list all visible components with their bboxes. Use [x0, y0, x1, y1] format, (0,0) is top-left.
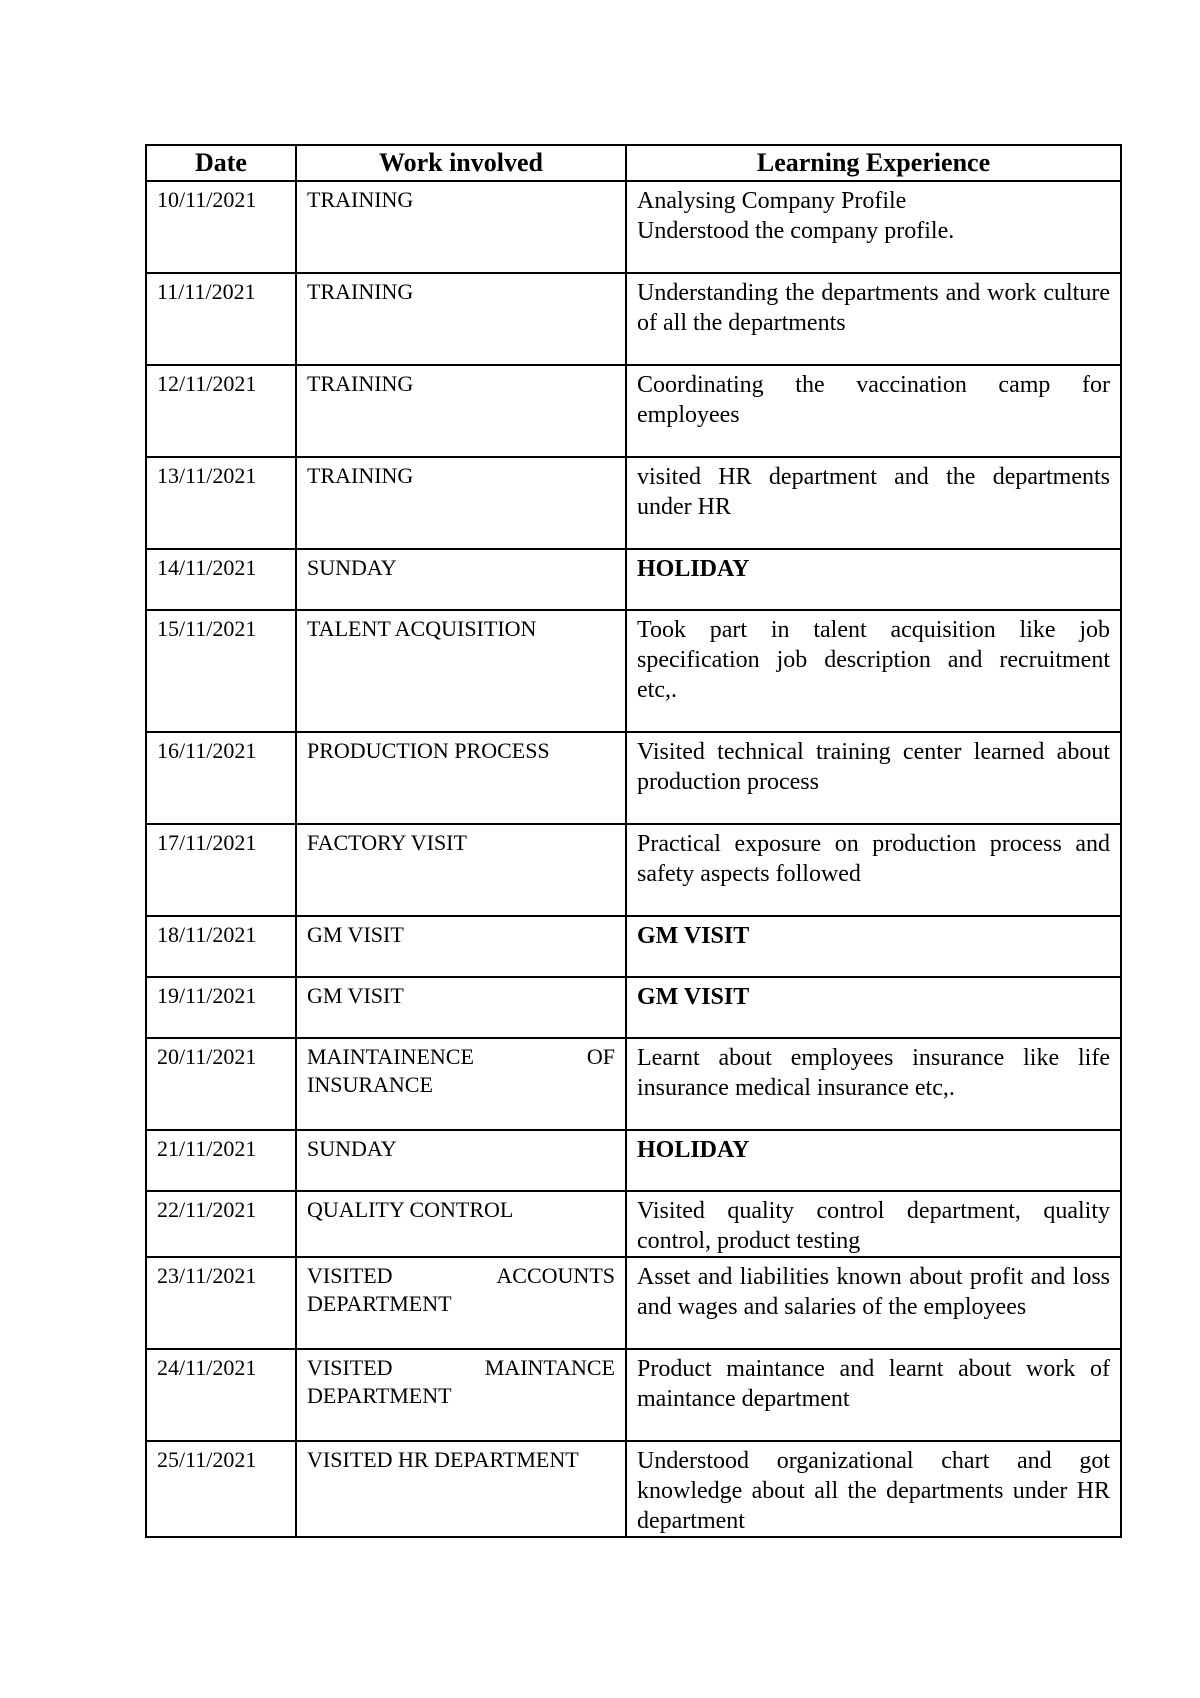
date-cell: 13/11/2021	[146, 457, 296, 549]
learning-cell	[626, 181, 1121, 273]
learning-cell: Learnt about employees insurance like life insurance medical insurance etc,.	[626, 1038, 1121, 1130]
date-cell: 17/11/2021	[146, 824, 296, 916]
learning-cell: Understood organizational chart and got knowledge about all the departments under HR department	[626, 1441, 1121, 1537]
date-cell: 11/11/2021	[146, 273, 296, 365]
table-row	[146, 977, 1121, 1038]
learning-line: Understood the company profile.	[637, 218, 955, 244]
date-cell: 18/11/2021	[146, 916, 296, 977]
learning-cell: Asset and liabilities known about profit and loss and wages and salaries of the employees	[626, 1257, 1121, 1349]
learning-cell: HOLIDAY	[626, 1130, 1121, 1191]
learning-cell: Took part in talent acquisition like job specification job description and recruitment etc,.	[626, 610, 1121, 732]
work-cell: VISITED ACCOUNTS DEPARTMENT	[296, 1257, 626, 1349]
work-cell: VISITED MAINTANCE DEPARTMENT	[296, 1349, 626, 1441]
learning-cell: GM VISIT	[626, 916, 1121, 977]
work-cell: VISITED HR DEPARTMENT	[296, 1441, 626, 1537]
date-cell: 24/11/2021	[146, 1349, 296, 1441]
learning-cell: GM VISIT	[626, 977, 1121, 1038]
table-row	[146, 1038, 1121, 1130]
learning-cell: visited HR department and the departments under HR	[626, 457, 1121, 549]
learning-line: Analysing Company Profile	[637, 188, 907, 214]
daily-work-log-table	[145, 144, 1122, 1538]
table-row	[146, 181, 1121, 273]
table-row	[146, 1191, 1121, 1257]
learning-cell: Coordinating the vaccination camp for employees	[626, 365, 1121, 457]
table-row	[146, 732, 1121, 824]
work-cell: MAINTAINENCE OF INSURANCE	[296, 1038, 626, 1130]
work-cell: TRAINING	[296, 273, 626, 365]
learning-column-header: Learning Experience	[626, 145, 1121, 181]
table-row	[146, 1257, 1121, 1349]
learning-cell: HOLIDAY	[626, 549, 1121, 610]
table-row	[146, 916, 1121, 977]
table-row	[146, 1349, 1121, 1441]
work-column-header: Work involved	[296, 145, 626, 181]
date-cell: 19/11/2021	[146, 977, 296, 1038]
date-cell: 22/11/2021	[146, 1191, 296, 1257]
date-cell: 14/11/2021	[146, 549, 296, 610]
date-cell: 25/11/2021	[146, 1441, 296, 1537]
table-row	[146, 549, 1121, 610]
work-cell: GM VISIT	[296, 977, 626, 1038]
learning-cell: Practical exposure on production process and safety aspects followed	[626, 824, 1121, 916]
learning-cell: Visited technical training center learned about production process	[626, 732, 1121, 824]
work-cell: TRAINING	[296, 181, 626, 273]
table-row	[146, 1441, 1121, 1537]
learning-cell: Understanding the departments and work culture of all the departments	[626, 273, 1121, 365]
work-cell: TALENT ACQUISITION	[296, 610, 626, 732]
date-cell: 23/11/2021	[146, 1257, 296, 1349]
learning-cell: Visited quality control department, quality control, product testing	[626, 1191, 1121, 1257]
table-row	[146, 824, 1121, 916]
learning-cell: Product maintance and learnt about work of maintance department	[626, 1349, 1121, 1441]
table-row	[146, 610, 1121, 732]
work-cell: SUNDAY	[296, 549, 626, 610]
date-column-header: Date	[146, 145, 296, 181]
date-cell: 21/11/2021	[146, 1130, 296, 1191]
work-cell: SUNDAY	[296, 1130, 626, 1191]
work-cell: TRAINING	[296, 365, 626, 457]
work-cell: FACTORY VISIT	[296, 824, 626, 916]
date-cell: 12/11/2021	[146, 365, 296, 457]
work-cell: GM VISIT	[296, 916, 626, 977]
date-cell: 16/11/2021	[146, 732, 296, 824]
table-row	[146, 1130, 1121, 1191]
work-cell: TRAINING	[296, 457, 626, 549]
header-row	[146, 145, 1121, 181]
table-row	[146, 273, 1121, 365]
date-cell: 15/11/2021	[146, 610, 296, 732]
work-cell: QUALITY CONTROL	[296, 1191, 626, 1257]
date-cell: 10/11/2021	[146, 181, 296, 273]
work-cell: PRODUCTION PROCESS	[296, 732, 626, 824]
table-row	[146, 457, 1121, 549]
date-cell: 20/11/2021	[146, 1038, 296, 1130]
table-row	[146, 365, 1121, 457]
